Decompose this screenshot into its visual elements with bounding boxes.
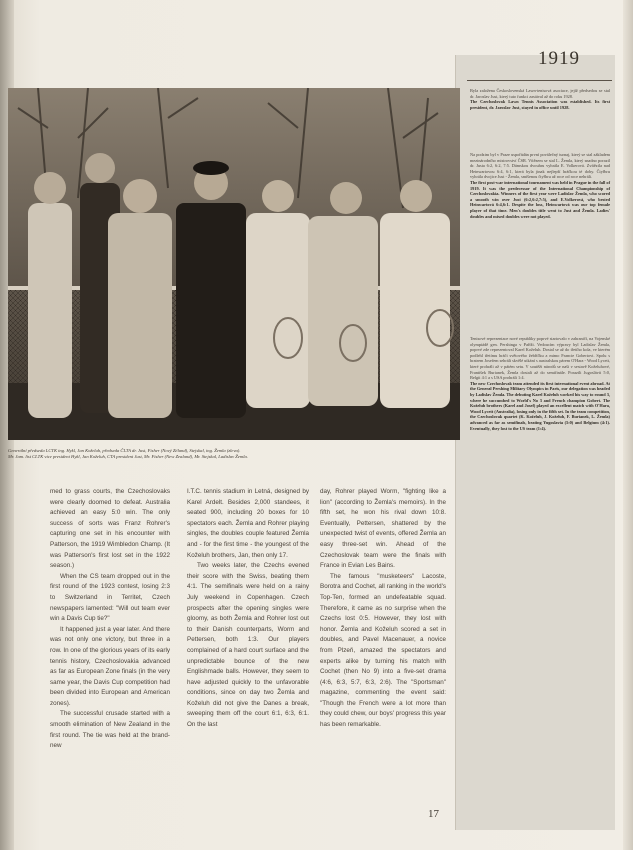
sidebar-block-association bbox=[470, 88, 610, 110]
article-paragraph: The famous "musketeers" Lacoste, Borotra and Cochet, all ranking in the world's Top-Ten, formed an undefeatable squad. Therefore, it came as no surprise when the Czechs lost 0:5. However, they lost with honor. Žemla and Koželuh scored a set in doubles, and Pavel Macenauer, a novice from Plzeň, amazed the spectators and experts alike by turning his match with Cochet (then No 9) into a five-set drama (4:6, 6:3, 5:7, 6:3, 2:6). The "Sportsman" magazine, commenting the event said: "Though the French were a lot more than they could chew, our boys' progress this year has been remarkable. bbox=[320, 572, 446, 729]
sidebar-text-english: The new Czechoslovak team attended its first international event abroad. At the General Pershing Military Olympics in Paris, our delegation was headed by Ladislav Žemla. The debuting Karel Koželuh worked his way to round 3, where he succumbed to World's No 3 and French champion Gobert. The Koželuh brothers (Karel and Josef) played an excellent match with O'Hara, Wood Lycett (Australia), losing only in the fifth set. In the team competition, the Czechoslovak quartet (K. Koželuh, J. Koželuh, F. Burianek, L. Žemla) advanced as far as semifinals, beating Yugoslavia (5:0) and Belgium (4:1). Eventually, they lost to the US team (1:4). bbox=[470, 380, 610, 431]
photo-caption bbox=[8, 448, 468, 460]
page-number: 17 bbox=[428, 808, 439, 820]
article-column-2 bbox=[187, 487, 309, 731]
article-column-1 bbox=[50, 487, 170, 752]
team-photo-illustration bbox=[8, 88, 460, 440]
sidebar-text-english: The Czechoslovak Lawn Tennis Association was established. Its first president, dr. Jaroslav Just, stayed in office until 1928. bbox=[470, 99, 610, 110]
article-paragraph: The successful crusade started with a smooth elimination of New Zealand in the first round. The tie was held at the brand-new bbox=[50, 710, 170, 750]
sidebar-block-tournament bbox=[470, 152, 610, 219]
page-edge bbox=[623, 0, 633, 850]
article-paragraph: day, Rohrer played Worm, "fighting like a lion" (according to Žemla's memoirs). In the fifth set, he won his rival down 10:8. Eventually, Pettersen, shattered by the unexpected twist of events, offered Žemla an easy three-set win. Ahead of the Czechoslovak team were the finals with France in Evian Les Bains. bbox=[320, 488, 446, 570]
caption-czech: Generální předseda LCTK ing. Hykl, Jan Koželuh, předseda ČLTA dr. Just, Fisher (Nový Zéland), Stejskal, ing. Žemla (zleva). bbox=[8, 448, 241, 453]
article-paragraph: It happened just a year later. And there was not only one victory, but three in a row. In one of the glorious years of its early tennis history, Czechoslovakia advanced as far as European Zone finals (in the very same year, the Davis Cup competition had been divided into European and American zones). bbox=[50, 625, 170, 707]
article-column-3 bbox=[320, 487, 446, 731]
article-paragraph: When the CS team dropped out in the first round of the 1923 contest, losing 2:3 to Switzerland in Territet, Czech newspapers lamented: "Will out team ever win a Davis Cup tie?" bbox=[50, 572, 170, 623]
team-photo bbox=[8, 88, 460, 440]
sidebar-text-czech: Byla založena Československá Lawn-tenisová asociace, jejíž předsedou se stal dr. Jaroslav Just, který tuto funkci zastával až do roku 1928. bbox=[470, 88, 610, 99]
sidebar-text-czech: Na podzim byl v Praze uspořádán první poválečný turnaj, který se stal základem mezinárodního mistrovství ČSR. Vítězem se stal L. Žemla, který snadno porazil dr. Justa 6:2, 6:2, 7:5. Dámskou dvouhru vyhrála E. Volkerová. Zvítězila nad Heinwartovou 6:4, 6:1, která byla jinak nejlepší hráčkou té doby. Čtyřhru vyhrála dvojice Just - Žemla, smíšenou čtyřhru až roce od roce nehráli. bbox=[470, 152, 610, 180]
sidebar-block-paris bbox=[470, 336, 610, 431]
year-heading: 1919 bbox=[538, 48, 580, 69]
article-paragraph: med to grass courts, the Czechoslovaks were clearly doomed to defeat. Australia achieved an easy 5:0 win. The only success of sorts was Franz Rohrer's capturing one set in his encounter with Patterson, the 1919 Wimbledon Champ. (It was Patterson's first lost set in the 1922 season.) bbox=[50, 488, 170, 570]
article-paragraph: Two weeks later, the Czechs evened their score with the Swiss, beating them 4:1. The semifinals were held on a rainy July weekend in Copenhagen. Czech prospects after the opening singles were gloomy, as both Žemla and Rohrer lost out to their Danish counterparts, Worm and Pettersen, both 1:3. Our players complained of a hard court surface and the unpredictable bounce of the new Englishmade balls. However, they seem to have adjusted quickly to the unfavorable conditions, since on day two Žemla and Koželuh did not give the Danes a break, sweeping them off the court 6:1, 6:3, 6:1. On the last bbox=[187, 562, 309, 729]
sidebar-text-czech: Tenisové reprezentace nové republiky poprvé startovalo v zahraničí, na Vojenské olympiádě gen. Pershinga v Paříži. Vedoucím výpravy byl Ladislav Žemla, poprvé zde reprezentoval Karel Koželuh. Dostal se až do třetího kola, ve kterém podlehl třetímu hráči světového žebříčku a mimo Francie Gobertovi. Spolu s bratrem Josefem sehráli skvělé utkání s australskou párem O'Hara - Wood Lycett, které prohráli až v pátém setu. V soutěži národů se naši v sestavě Koželuhové, František Burianek, Žemla dostali až do semifinále. Porazili Jugoslávii 5:0, Belgii 4:1 a s USA prohráli 1:4. bbox=[470, 336, 610, 381]
article-paragraph: I.T.C. tennis stadium in Letná, designed by Karel Ardelt. Besides 2,000 standees, it seated 900, including 20 boxes for 10 spectators each. Žemla and Rohrer playing singles, the doubles couple featured Žemla and - for the first time - the youngest of the Koželuh brothers, Jan, then only 17. bbox=[187, 488, 309, 559]
sidebar-text-english: The first post-war international tournament was held in Prague in the fall of 1919. It was the predecessor of the International Championship of Czechoslovakia. Winners of the first year were Ladislav Žemla, who scored a smooth win over Just (6:2,6:2,7:5), and E.Volkerová, who bested Heinwartová 6:4,6:1. Despite the loss, Heinwartová was our top female player of that time. Men's doubles title went to Just and Žemla. Ladies' doubles and mixed doubles were not played. bbox=[470, 179, 610, 219]
caption-english: Mr. Jam. list CLTK vice president Hykl, Jan Koželuh, CTA president Just, Mr. Fisher (New Zealand), Mr. Stejskal, Ladislav Žemla. bbox=[8, 454, 248, 459]
year-divider bbox=[467, 80, 612, 81]
